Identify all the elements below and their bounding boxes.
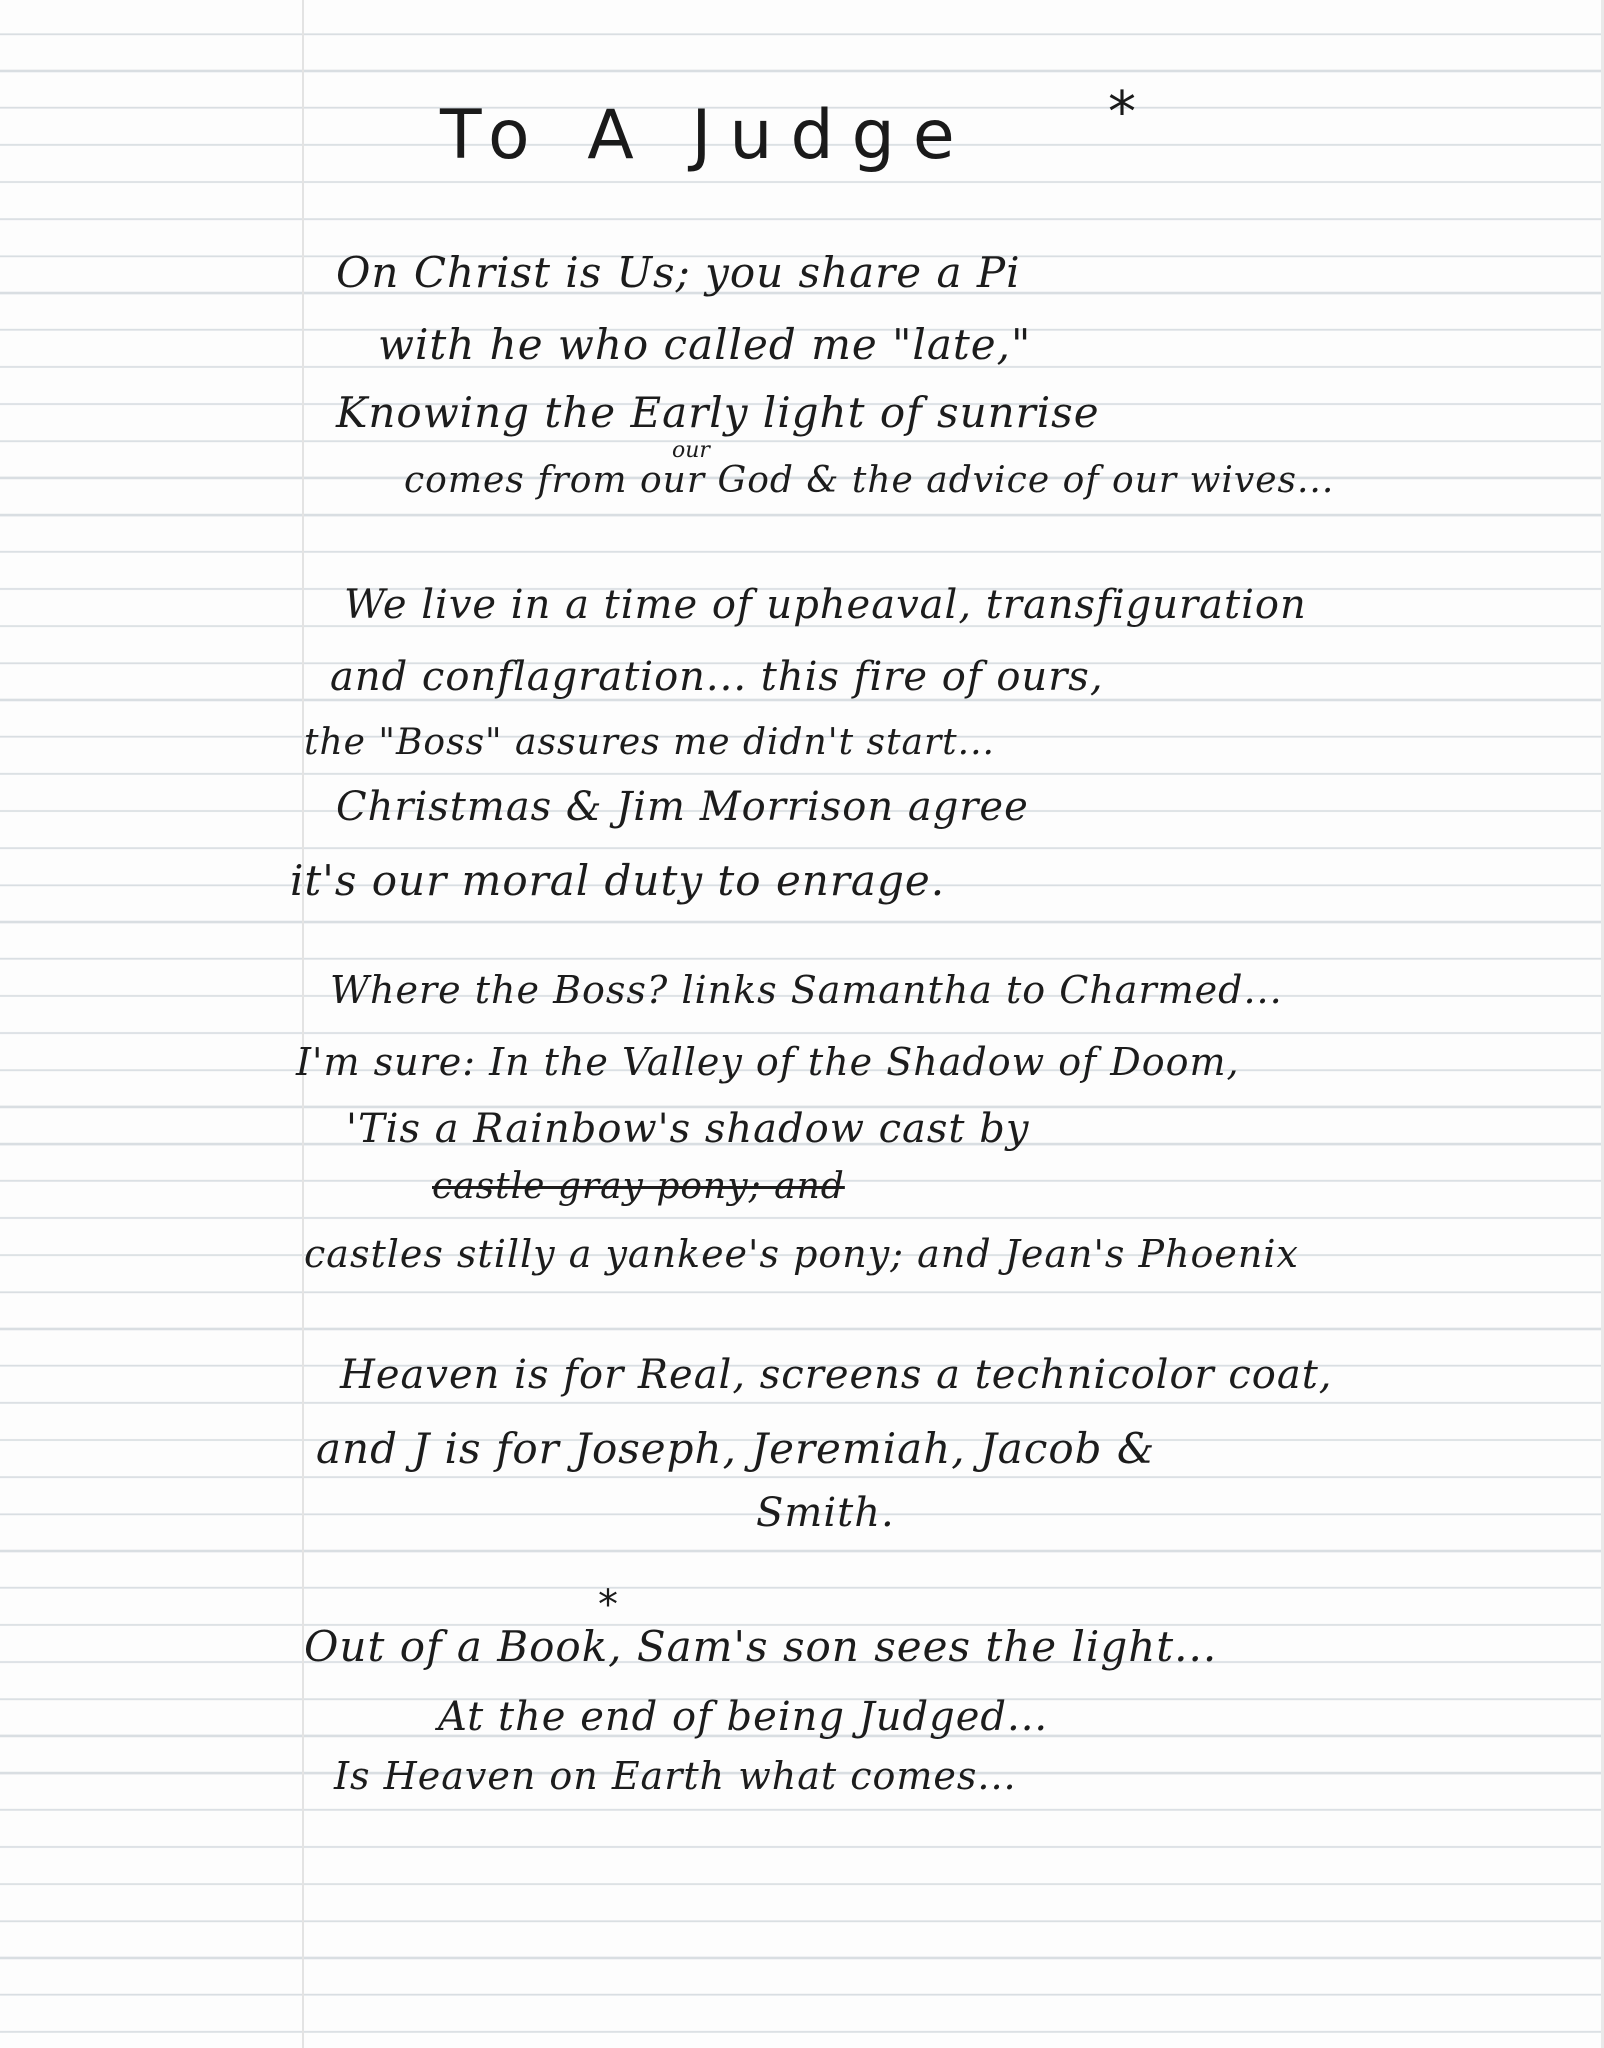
stanza-5-line-2: At the end of being Judged...	[438, 1694, 1049, 1740]
poem-title: To A Judge	[440, 96, 973, 175]
stanza-2-line-1: We live in a time of upheaval, transfiguration	[344, 582, 1307, 628]
title-asterisk: *	[1108, 80, 1136, 145]
stanza-4-line-1: Heaven is for Real, screens a technicolor coat,	[340, 1352, 1333, 1398]
margin-rule	[302, 0, 304, 2048]
stanza-3-line-4: castles stilly a yankee's pony; and Jean's Phoenix	[304, 1232, 1299, 1276]
stanza-2-line-2: and conflagration... this fire of ours,	[330, 654, 1104, 700]
stanza-1-line-4: comes from our God & the advice of our wives...	[404, 460, 1335, 501]
stanza-1-line-3: Knowing the Early light of sunrise	[336, 388, 1100, 437]
stanza-1-insertion: our	[672, 438, 710, 463]
stanza-4-line-3: Smith.	[756, 1490, 895, 1536]
stanza-5-line-3: Is Heaven on Earth what comes...	[334, 1754, 1017, 1798]
stanza-3-line-2: I'm sure: In the Valley of the Shadow of Doom,	[296, 1040, 1240, 1084]
stanza-2-line-3: the "Boss" assures me didn't start...	[304, 722, 995, 763]
stanza-3-line-3: 'Tis a Rainbow's shadow cast by	[346, 1106, 1030, 1152]
stanza-2-line-4: Christmas & Jim Morrison agree	[336, 784, 1029, 830]
stanza-3-line-1: Where the Boss? links Samantha to Charmed...	[330, 968, 1283, 1012]
stanza-2-line-5: it's our moral duty to enrage.	[290, 856, 946, 905]
stanza-4-line-2: and J is for Joseph, Jeremiah, Jacob &	[316, 1424, 1156, 1473]
stanza-3-struck-line: castle gray pony; and	[432, 1166, 845, 1207]
stanza-1-line-1: On Christ is Us; you share a Pi	[336, 248, 1021, 297]
stanza-5-line-1: Out of a Book, Sam's son sees the light...	[304, 1622, 1218, 1671]
stanza-1-line-2: with he who called me "late,"	[378, 320, 1032, 369]
stanza-5-asterisk: *	[598, 1582, 618, 1628]
